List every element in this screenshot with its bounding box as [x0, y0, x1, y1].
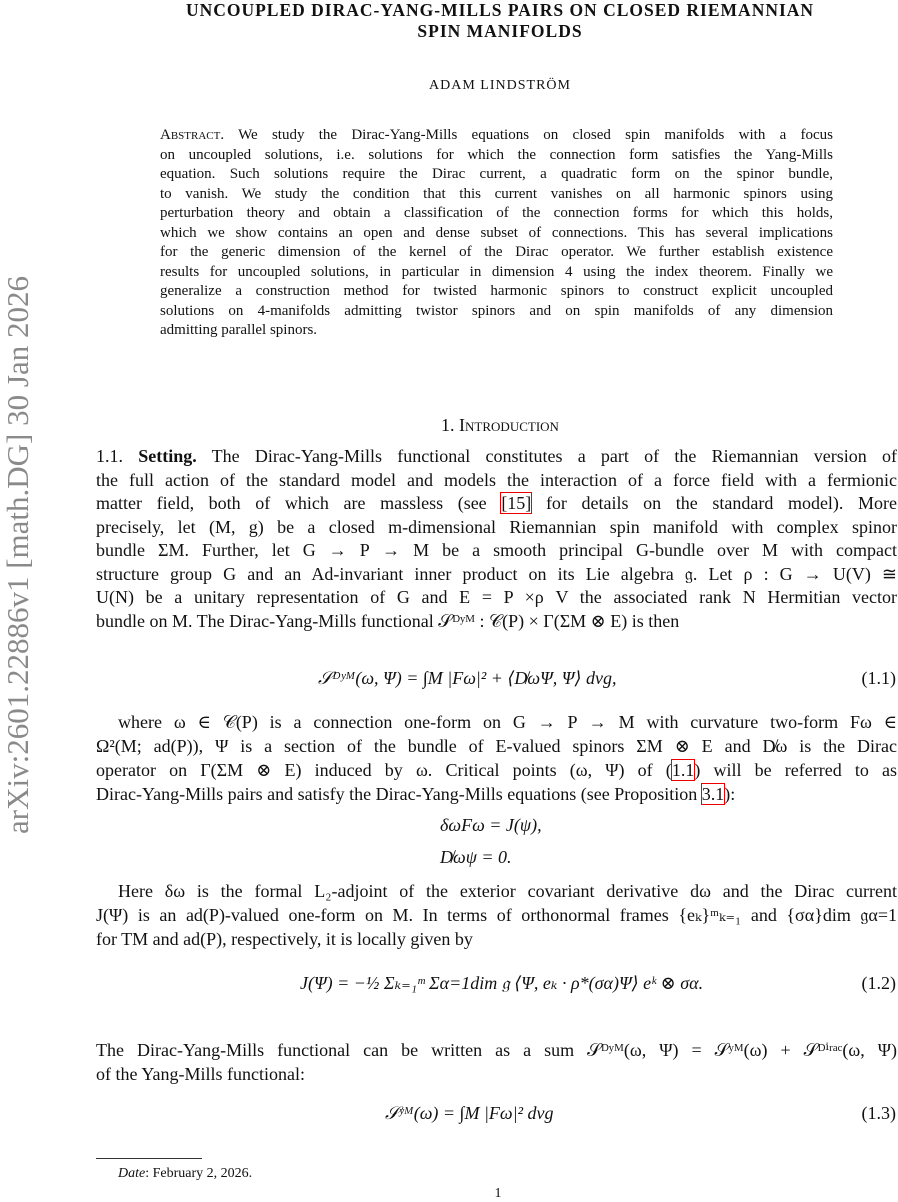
body-line: J(Ψ) is an ad(P)-valued one-form on M. In terms of orthonormal frames {eₖ}ᵐₖ₌₁ and {σα}dim 𝔤α=1 — [96, 905, 897, 925]
body-line — [96, 760, 897, 781]
body-line: bundle on M. The Dirac-Yang-Mills functional 𝒮ᴰʸᴹ : 𝒞(P) × Γ(ΣM ⊗ E) is then — [96, 611, 680, 631]
citation-link[interactable]: [15] — [501, 493, 532, 513]
body-line: bundle ΣM. Further, let G → P → M be a smooth principal G-bundle over M with compact — [96, 540, 897, 560]
paper-title-line-2: SPIN MANIFOLDS — [417, 21, 583, 41]
abstract-line: generalize a construction method for twisted harmonic spinors to construct explicit uncoupled — [160, 283, 833, 299]
proposition-link[interactable]: 3.1 — [701, 784, 725, 804]
section-title: Introduction — [459, 415, 559, 435]
dym-equation-2: D̸ωψ = 0. — [440, 847, 512, 867]
abstract-line: equation. Such solutions require the Dirac current, a quadratic form on the spinor bundle, — [160, 166, 833, 182]
arxiv-stamp: arXiv:2601.22886v1 [math.DG] 30 Jan 2026 — [0, 276, 35, 834]
abstract-line: solutions on 4-manifolds admitting twistor spinors and on spin manifolds of any dimension — [160, 302, 833, 319]
author: ADAM LINDSTRÖM — [429, 78, 571, 93]
body-line: of the Yang-Mills functional: — [96, 1064, 305, 1084]
body-line: Here δω is the formal L₂-adjoint of the exterior covariant derivative dω and the Dirac current — [118, 881, 897, 901]
subsection-title: Setting. — [138, 446, 197, 466]
abstract-line: on uncoupled solutions, i.e. solutions for which the connection form satisfies the Yang-Mills — [160, 146, 833, 163]
equation-link[interactable]: 1.1 — [671, 760, 695, 780]
body-line — [96, 493, 897, 514]
equation-1-2: J(Ψ) = −½ Σₖ₌₁ᵐ Σα=1dim 𝔤 ⟨Ψ, eₖ · ρ*(σα)Ψ⟩ eᵏ ⊗ σα. — [300, 973, 704, 993]
abstract-line: to vanish. We study the condition that this current vanishes on all harmonic spinors using — [160, 185, 833, 202]
body-text: ) will be referred to as — [694, 760, 897, 780]
section-heading — [0, 415, 898, 436]
equation-number: (1.1) — [861, 668, 896, 688]
body-line: U(N) be a unitary representation of G and E = P ×ρ V the associated rank N Hermitian vector — [96, 587, 897, 607]
section-number: 1. — [441, 415, 455, 435]
dym-equation-1: δωFω = J(ψ), — [440, 815, 542, 835]
body-line: Ω²(M; ad(P)), Ψ is a section of the bundle of E-valued spinors ΣM ⊗ E and D̸ω is the Dirac — [96, 736, 897, 756]
body-line — [96, 446, 897, 467]
subsection-number: 1.1. — [96, 446, 123, 466]
abstract-label: Abstract. — [160, 127, 225, 143]
abstract-line: perturbation theory and obtain a classification of the connection forms for which this holds, — [160, 205, 833, 221]
abstract-line: results for uncoupled solutions, in particular in dimension 4 using the index theorem. Finally we — [160, 263, 833, 280]
abstract-line: which we show contains an open and dense subset of connections. This has several implications — [160, 224, 833, 241]
footnote-text: : February 2, 2026. — [145, 1166, 253, 1181]
body-line: for TM and ad(P), respectively, it is locally given by — [96, 929, 473, 949]
abstract-line: admitting parallel spinors. — [160, 322, 318, 338]
page-number: 1 — [494, 1186, 502, 1201]
body-text: for details on the standard model). More — [545, 493, 898, 513]
equation-1-1: 𝒮ᴰʸᴹ(ω, Ψ) = ∫M |Fω|² + ⟨D̸ωΨ, Ψ⟩ dvg, — [318, 668, 617, 688]
paper-title-line-1: UNCOUPLED DIRAC-YANG-MILLS PAIRS ON CLOSED RIEMANNIAN — [185, 0, 815, 20]
abstract-text: We study the Dirac-Yang-Mills equations on closed spin manifolds with a focus — [238, 127, 833, 143]
equation-number: (1.3) — [861, 1103, 896, 1123]
body-text: matter field, both of which are massless (see — [96, 493, 487, 513]
body-text: ): — [724, 784, 736, 804]
body-line: structure group G and an Ad-invariant inner product on its Lie algebra 𝔤. Let ρ : G → U(V) ≅ — [96, 564, 897, 584]
body-line: where ω ∈ 𝒞(P) is a connection one-form on G → P → M with curvature two-form Fω ∈ — [118, 712, 897, 732]
footnote-label: Date — [118, 1166, 146, 1181]
body-line: precisely, let (M, g) be a closed m-dimensional Riemannian spin manifold with complex spinor — [96, 517, 897, 537]
body-text: The Dirac-Yang-Mills functional constitutes a part of the Riemannian version of — [211, 446, 898, 466]
body-text: Dirac-Yang-Mills pairs and satisfy the Dirac-Yang-Mills equations (see Proposition — [96, 784, 702, 804]
body-line: the full action of the standard model and models the interaction of a force field with a fermionic — [96, 470, 897, 490]
footnote-rule — [96, 1158, 202, 1159]
abstract-line — [160, 127, 833, 144]
body-line: The Dirac-Yang-Mills functional can be written as a sum 𝒮ᴰʸᴹ(ω, Ψ) = 𝒮ʸᴹ(ω) + 𝒮ᴰⁱʳᵃᶜ(ω, Ψ) — [96, 1040, 897, 1060]
abstract-line: for the generic dimension of the kernel of the Dirac operator. We further establish existence — [160, 244, 833, 260]
body-line — [96, 784, 897, 805]
body-text: operator on Γ(ΣM ⊗ E) induced by ω. Critical points (ω, Ψ) of ( — [96, 760, 672, 780]
equation-1-3: 𝒮ʸᴹ(ω) = ∫M |Fω|² dvg — [385, 1103, 554, 1123]
equation-number: (1.2) — [861, 973, 896, 993]
footnote — [118, 1166, 252, 1182]
